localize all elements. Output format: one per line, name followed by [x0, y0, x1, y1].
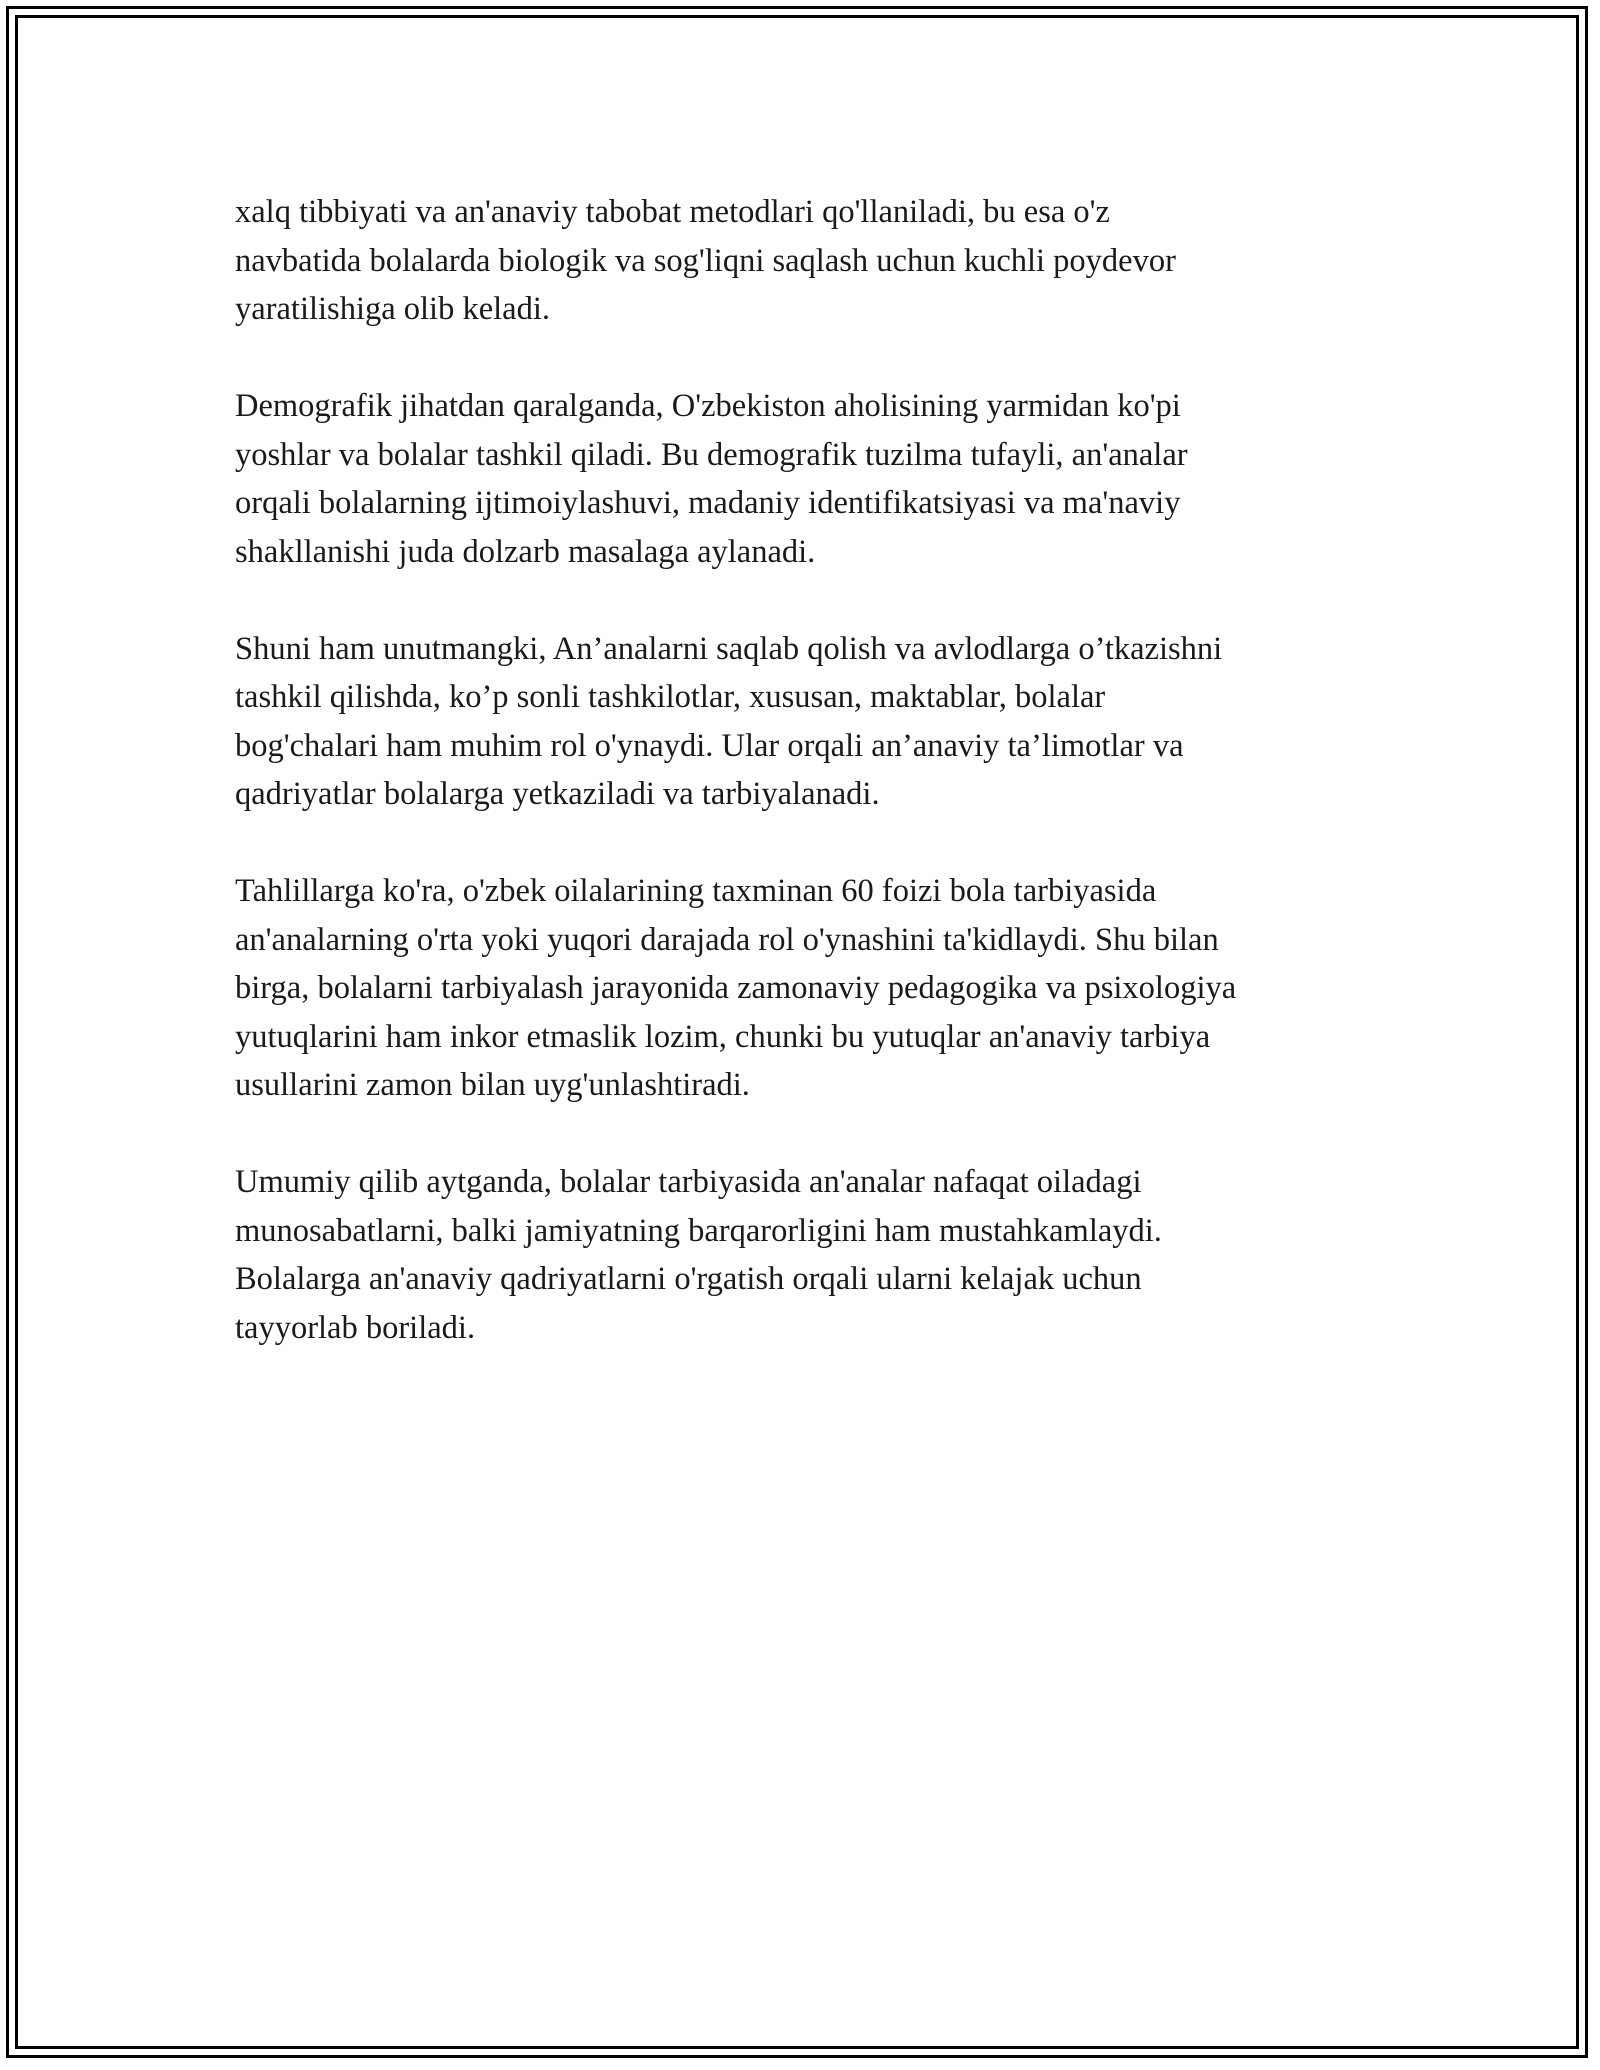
- paragraph-line: tayyorlab boriladi.: [235, 1309, 476, 1346]
- paragraph-4: [235, 867, 1375, 1110]
- paragraph-line: shakllanishi juda dolzarb masalaga aylanadi.: [235, 533, 816, 570]
- paragraph-line: Bolalarga an'anaviy qadriyatlarni o'rgatish orqali ularni kelajak uchun: [235, 1261, 1142, 1297]
- paragraph-line: yoshlar va bolalar tashkil qiladi. Bu demografik tuzilma tufayli, an'analar: [235, 436, 1188, 473]
- paragraph-line: qadriyatlar bolalarga yetkaziladi va tarbiyalanadi.: [235, 776, 880, 812]
- paragraph-line: Demografik jihatdan qaralganda, O'zbekiston aholisining yarmidan ko'pi: [235, 388, 1181, 424]
- paragraph-line: yaratilishiga olib keladi.: [235, 291, 550, 327]
- paragraph-3: [235, 625, 1375, 819]
- paragraph-line: tashkil qilishda, ko’p sonli tashkilotlar, xususan, maktablar, bolalar: [235, 679, 1106, 715]
- paragraph-1: [235, 188, 1375, 334]
- paragraph-line: usullarini zamon bilan uyg'unlashtiradi.: [235, 1067, 750, 1103]
- paragraph-line: an'analarning o'rta yoki yuqori darajada rol o'ynashini ta'kidlaydi. Shu bilan: [235, 921, 1219, 958]
- paragraph-2: [235, 382, 1375, 576]
- paragraph-line: navbatida bolalarda biologik va sog'liqni saqlash uchun kuchli poydevor: [235, 242, 1176, 279]
- paragraph-line: Umumiy qilib aytganda, bolalar tarbiyasida an'analar nafaqat oiladagi: [235, 1164, 1142, 1200]
- document-body: [235, 188, 1375, 1401]
- paragraph-line: Shuni ham unutmangki, An’analarni saqlab qolish va avlodlarga o’tkazishni: [235, 630, 1223, 667]
- paragraph-line: Tahlillarga ko'ra, o'zbek oilalarining taxminan 60 foizi bola tarbiyasida: [235, 873, 1157, 909]
- paragraph-line: munosabatlarni, balki jamiyatning barqarorligini ham mustahkamlaydi.: [235, 1212, 1162, 1249]
- paragraph-line: birga, bolalarni tarbiyalash jarayonida zamonaviy pedagogika va psixologiya: [235, 970, 1237, 1006]
- paragraph-line: orqali bolalarning ijtimoiylashuvi, madaniy identifikatsiyasi va ma'naviy: [235, 485, 1181, 521]
- paragraph-5: [235, 1158, 1375, 1352]
- paragraph-line: bog'chalari ham muhim rol o'ynaydi. Ular orqali an’anaviy ta’limotlar va: [235, 727, 1184, 764]
- paragraph-line: yutuqlarini ham inkor etmaslik lozim, chunki bu yutuqlar an'anaviy tarbiya: [235, 1018, 1211, 1055]
- paragraph-line: xalq tibbiyati va an'anaviy tabobat metodlari qo'llaniladi, bu esa o'z: [235, 194, 1110, 230]
